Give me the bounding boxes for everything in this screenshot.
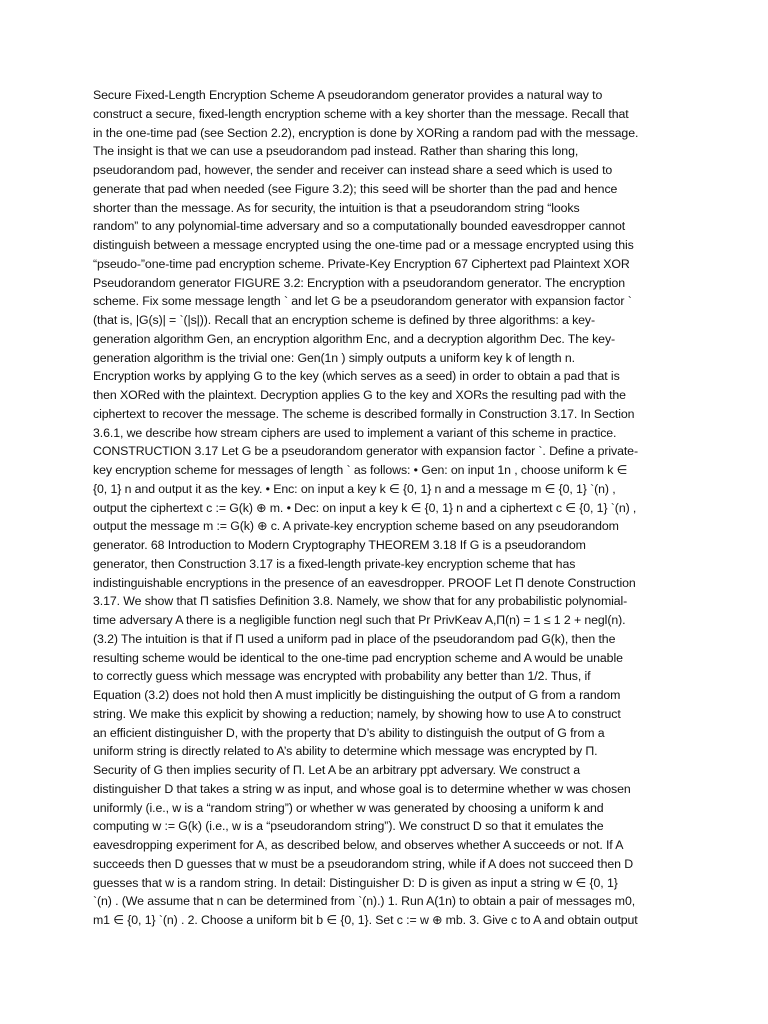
- text-line: Security of G then implies security of Π. Let A be an arbitrary ppt adversary. We construct a: [93, 763, 580, 777]
- text-line: an efficient distinguisher D, with the property that D’s ability to distinguish the output of G from a: [93, 725, 605, 740]
- text-line: (3.2) The intuition is that if Π used a uniform pad in place of the pseudorandom pad G(k), then the: [93, 631, 616, 646]
- text-line: in the one-time pad (see Section 2.2), encryption is done by XORing a random pad with the message.: [93, 125, 639, 140]
- text-line: Secure Fixed-Length Encryption Scheme A pseudorandom generator provides a natural way to: [93, 88, 603, 102]
- text-line: uniformly (i.e., w is a “random string”) or whether w was generated by choosing a uniform k and: [93, 800, 604, 815]
- text-line: Encryption works by applying G to the key (which serves as a seed) in order to obtain a pad that is: [93, 369, 620, 384]
- text-line: “pseudo-”one-time pad encryption scheme. Private-Key Encryption 67 Ciphertext pad Plaintext XOR: [93, 256, 630, 271]
- text-line: uniform string is directly related to A’s ability to determine which message was encrypted by Π.: [93, 744, 598, 759]
- text-line: random” to any polynomial-time adversary and so a computationally bounded eavesdropper cannot: [93, 219, 626, 234]
- text-line: ciphertext to recover the message. The scheme is described formally in Construction 3.17. In Section: [93, 406, 635, 421]
- text-line: m1 ∈ {0, 1} `(n) . 2. Choose a uniform bit b ∈ {0, 1}. Set c := w ⊕ mb. 3. Give c to A and obtain output: [93, 913, 638, 927]
- text-line: time adversary A there is a negligible function negl such that Pr PrivKeav A,Π(n) = 1 ≤ 1 2 + negl(n).: [93, 613, 626, 627]
- text-line: guesses that w is a random string. In detail: Distinguisher D: D is given as input a string w ∈ {0, 1}: [93, 875, 618, 890]
- text-line: output the message m := G(k) ⊕ c. A private-key encryption scheme based on any pseudorandom: [93, 519, 619, 534]
- text-line: generator. 68 Introduction to Modern Cryptography THEOREM 3.18 If G is a pseudorandom: [93, 538, 586, 552]
- text-line: CONSTRUCTION 3.17 Let G be a pseudorandom generator with expansion factor `. Define a private-: [93, 444, 638, 459]
- text-line: indistinguishable encryptions in the presence of an eavesdropper. PROOF Let Π denote Construction: [93, 575, 636, 590]
- text-line: to correctly guess which message was encrypted with probability any better than 1/2. Thus, if: [93, 669, 591, 684]
- body-text: [93, 86, 683, 930]
- text-line: `(n) . (We assume that n can be determined from `(n).) 1. Run A(1n) to obtain a pair of messages m0,: [93, 894, 636, 909]
- text-line: (that is, |G(s)| = `(|s|)). Recall that an encryption scheme is defined by three algorithms: a key-: [93, 313, 596, 327]
- text-line: 3.6.1, we describe how stream ciphers are used to implement a variant of this scheme in practice.: [93, 425, 617, 440]
- text-line: key encryption scheme for messages of length ` as follows: • Gen: on input 1n , choose uniform k ∈: [93, 463, 628, 477]
- text-line: resulting scheme would be identical to the one-time pad encryption scheme and A would be unable: [93, 650, 623, 665]
- text-line: distinguish between a message encrypted using the one-time pad or a message encrypted using this: [93, 238, 634, 252]
- text-line: distinguisher D that takes a string w as input, and whose goal is to determine whether w was chosen: [93, 781, 631, 796]
- text-line: succeeds then D guesses that w must be a pseudorandom string, while if A does not succeed then D: [93, 856, 634, 871]
- text-line: scheme. Fix some message length ` and let G be a pseudorandom generator with expansion factor `: [93, 294, 632, 309]
- text-line: construct a secure, fixed-length encryption scheme with a key shorter than the message. Recall that: [93, 106, 629, 121]
- text-line: output the ciphertext c := G(k) ⊕ m. • Dec: on input a key k ∈ {0, 1} n and a ciphertext c ∈ {0, 1} `(n) ,: [93, 500, 637, 515]
- text-line: generate that pad when needed (see Figure 3.2); this seed will be shorter than the pad and hence: [93, 181, 618, 196]
- text-line: shorter than the message. As for security, the intuition is that a pseudorandom string “looks: [93, 200, 580, 215]
- text-line: generation algorithm Gen, an encryption algorithm Enc, and a decryption algorithm Dec. The key-: [93, 331, 616, 346]
- text-line: computing w := G(k) (i.e., w is a “pseudorandom string”). We construct D so that it emulates the: [93, 819, 604, 834]
- text-line: generation algorithm is the trivial one: Gen(1n ) simply outputs a uniform key k of length n.: [93, 350, 575, 365]
- text-line: generator, then Construction 3.17 is a fixed-length private-key encryption scheme that has: [93, 556, 576, 571]
- text-line: eavesdropping experiment for A, as described below, and observes whether A succeeds or not. If A: [93, 838, 624, 852]
- text-line: The insight is that we can use a pseudorandom pad instead. Rather than sharing this long,: [93, 144, 579, 159]
- text-line: Equation (3.2) does not hold then A must implicitly be distinguishing the output of G from a random: [93, 688, 621, 702]
- text-line: pseudorandom pad, however, the sender and receiver can instead share a seed which is used to: [93, 163, 613, 177]
- text-line: 3.17. We show that Π satisfies Definition 3.8. Namely, we show that for any probabilistic polynomial-: [93, 594, 628, 609]
- text-line: Pseudorandom generator FIGURE 3.2: Encryption with a pseudorandom generator. The encryption: [93, 275, 626, 290]
- text-line: string. We make this explicit by showing a reduction; namely, by showing how to use A to construct: [93, 706, 621, 721]
- text-line: then XORed with the plaintext. Decryption applies G to the key and XORs the resulting pad with the: [93, 388, 626, 402]
- text-line: {0, 1} n and output it as the key. • Enc: on input a key k ∈ {0, 1} n and a message m ∈ {0, 1} `(n) ,: [93, 481, 616, 496]
